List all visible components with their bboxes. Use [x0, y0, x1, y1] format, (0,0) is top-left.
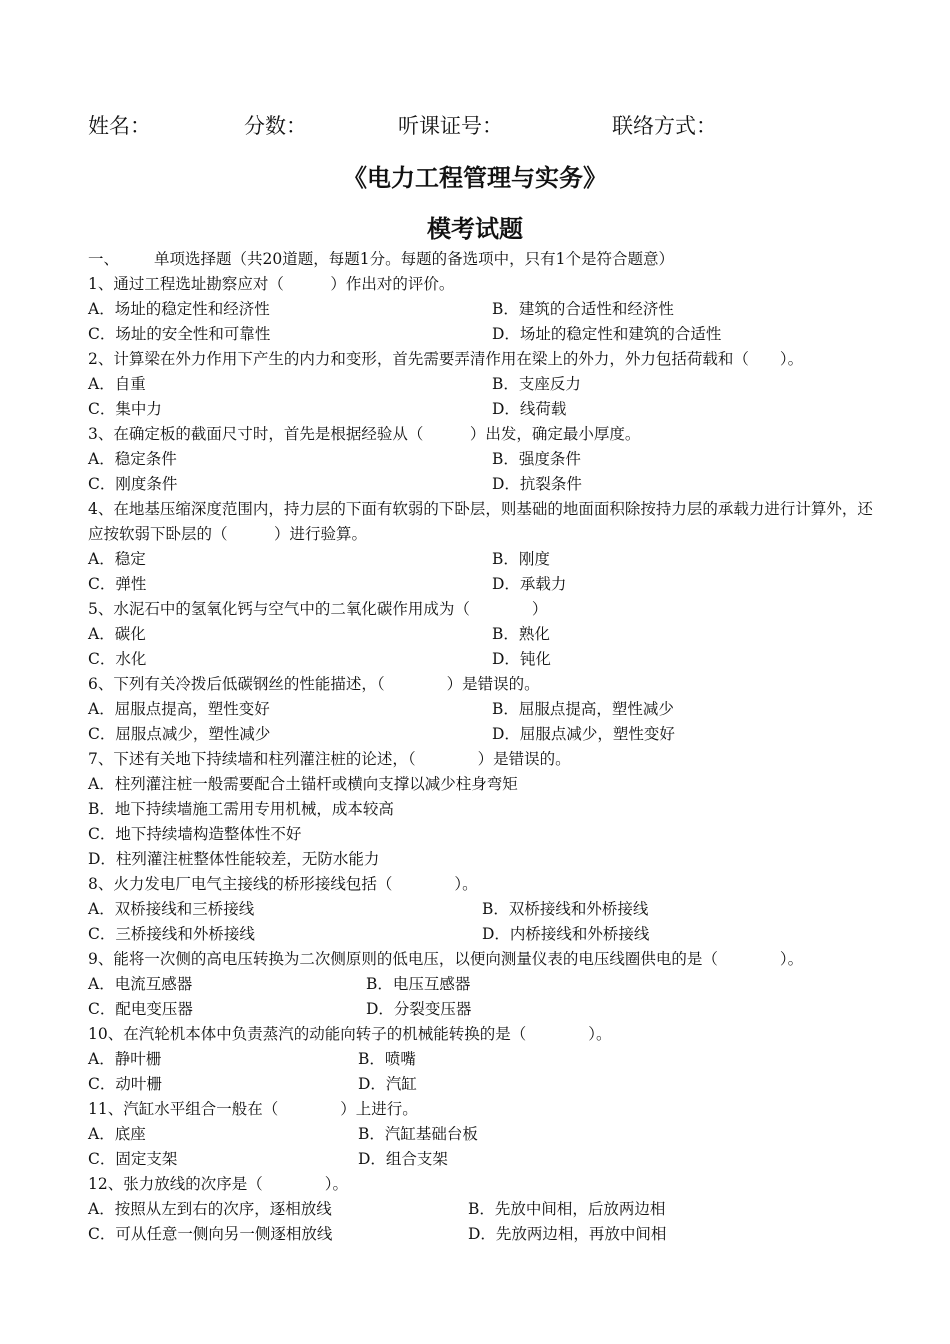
option-d: D．钝化	[492, 650, 551, 668]
option-a: A．碳化	[88, 625, 146, 643]
option-d: D．组合支架	[358, 1150, 448, 1168]
option-b: B．先放中间相，后放两边相	[468, 1200, 666, 1218]
option-a: A．静叶栅	[88, 1050, 162, 1068]
option-b: B．熟化	[492, 625, 550, 643]
option-a: A．屈服点提高，塑性变好	[88, 700, 270, 718]
option-d: D．分裂变压器	[366, 1000, 472, 1018]
option-c: C．刚度条件	[88, 475, 178, 493]
option-row	[88, 447, 878, 472]
option-d: D．汽缸	[358, 1075, 417, 1093]
option-a: A．稳定	[88, 550, 146, 568]
option-c: C．动叶栅	[88, 1075, 162, 1093]
option-c: C．三桥接线和外桥接线	[88, 925, 255, 943]
option-row	[88, 372, 878, 397]
option-row	[88, 472, 878, 497]
option-b: B．双桥接线和外桥接线	[482, 900, 649, 918]
option-d: D．抗裂条件	[492, 475, 582, 493]
question-stem: 2、计算梁在外力作用下产生的内力和变形，首先需要弄清作用在梁上的外力，外力包括荷载和（ ）。	[88, 350, 804, 368]
option-a: A．底座	[88, 1125, 146, 1143]
section-heading	[88, 247, 878, 272]
option-c: C．水化	[88, 650, 147, 668]
option-row	[88, 297, 878, 322]
section-instructions: 单项选择题（共20道题，每题1分。每题的备选项中，只有1个是符合题意）	[154, 250, 674, 268]
option-row	[88, 697, 878, 722]
option-d: D．场址的稳定性和建筑的合适性	[492, 325, 722, 343]
option-row	[88, 1122, 878, 1147]
question-stem: 11、汽缸水平组合一般在（ ）上进行。	[88, 1100, 418, 1118]
option-row	[88, 1047, 878, 1072]
option-a: A．稳定条件	[88, 450, 177, 468]
question-stem: 3、在确定板的截面尺寸时，首先是根据经验从（ ）出发，确定最小厚度。	[88, 425, 641, 443]
option-row	[88, 972, 878, 997]
option-a: A．柱列灌注桩一般需要配合土锚杆或横向支撑以减少柱身弯矩	[88, 775, 518, 793]
option-row	[88, 722, 878, 747]
option-b: B．支座反力	[492, 375, 581, 393]
option-b: B．建筑的合适性和经济性	[492, 300, 674, 318]
option-b: B．汽缸基础台板	[358, 1125, 478, 1143]
option-c: C．场址的安全性和可靠性	[88, 325, 271, 343]
option-row	[88, 897, 878, 922]
option-c: C．弹性	[88, 575, 147, 593]
question-stem: 12、张力放线的次序是（ ）。	[88, 1175, 348, 1193]
question-stem: 10、在汽轮机本体中负责蒸汽的动能向转子的机械能转换的是（ ）。	[88, 1025, 612, 1043]
question-stem: 7、下述有关地下持续墙和柱列灌注桩的论述，（ ）是错误的。	[88, 750, 571, 768]
score-label: 分数：	[244, 114, 307, 138]
question-stem: 9、能将一次侧的高电压转换为二次侧原则的低电压，以便向测量仪表的电压线圈供电的是（ ）。	[88, 950, 804, 968]
question-stem: 8、火力发电厂电气主接线的桥形接线包括（ ）。	[88, 875, 478, 893]
option-c: C．地下持续墙构造整体性不好	[88, 825, 302, 843]
option-d: D．承载力	[492, 575, 567, 593]
question-stem: 4、在地基压缩深度范围内，持力层的下面有软弱的下卧层，则基础的地面面积除按持力层的承载力进行计算外，还应按软弱下卧层的（ ）进行验算。	[88, 500, 873, 543]
option-c: C．集中力	[88, 400, 162, 418]
option-c: C．配电变压器	[88, 1000, 193, 1018]
option-row	[88, 922, 878, 947]
option-b: B．屈服点提高，塑性减少	[492, 700, 674, 718]
option-row	[88, 997, 878, 1022]
option-row	[88, 1072, 878, 1097]
option-b: B．强度条件	[492, 450, 581, 468]
question-stem: 6、下列有关冷拨后低碳钢丝的性能描述，（ ）是错误的。	[88, 675, 540, 693]
option-row	[88, 572, 878, 597]
option-row	[88, 622, 878, 647]
contact-label: 联络方式：	[612, 114, 717, 138]
question-stem: 5、水泥石中的氢氧化钙与空气中的二氧化碳作用成为（ ）	[88, 600, 548, 618]
option-b: B．喷嘴	[358, 1050, 416, 1068]
question-stem: 1、通过工程选址勘察应对（ ）作出对的评价。	[88, 275, 455, 293]
page-title: 《电力工程管理与实务》	[343, 164, 607, 192]
option-b: B．地下持续墙施工需用专用机械，成本较高	[88, 800, 394, 818]
option-row	[88, 547, 878, 572]
option-row	[88, 1147, 878, 1172]
option-a: A．自重	[88, 375, 146, 393]
option-row	[88, 322, 878, 347]
cert-number-label: 听课证号：	[398, 114, 503, 138]
option-a: A．双桥接线和三桥接线	[88, 900, 255, 918]
option-a: A．场址的稳定性和经济性	[88, 300, 270, 318]
option-row	[88, 397, 878, 422]
option-d: D．线荷载	[492, 400, 567, 418]
option-b: B．电压互感器	[366, 975, 471, 993]
option-a: A．按照从左到右的次序，逐相放线	[88, 1200, 332, 1218]
option-row	[88, 1197, 878, 1222]
option-row	[88, 647, 878, 672]
option-c: C．可从任意一侧向另一侧逐相放线	[88, 1225, 333, 1243]
option-d: D．屈服点减少，塑性变好	[492, 725, 675, 743]
option-d: D．内桥接线和外桥接线	[482, 925, 650, 943]
option-c: C．屈服点减少，塑性减少	[88, 725, 271, 743]
option-b: B．刚度	[492, 550, 550, 568]
option-a: A．电流互感器	[88, 975, 193, 993]
option-row	[88, 1222, 878, 1247]
name-label: 姓名：	[88, 114, 151, 138]
exam-body	[88, 247, 878, 1247]
option-c: C．固定支架	[88, 1150, 178, 1168]
section-number: 一、	[88, 250, 120, 268]
option-d: D．柱列灌注桩整体性能较差，无防水能力	[88, 850, 380, 868]
page-subtitle: 模考试题	[427, 215, 523, 243]
option-d: D．先放两边相，再放中间相	[468, 1225, 667, 1243]
